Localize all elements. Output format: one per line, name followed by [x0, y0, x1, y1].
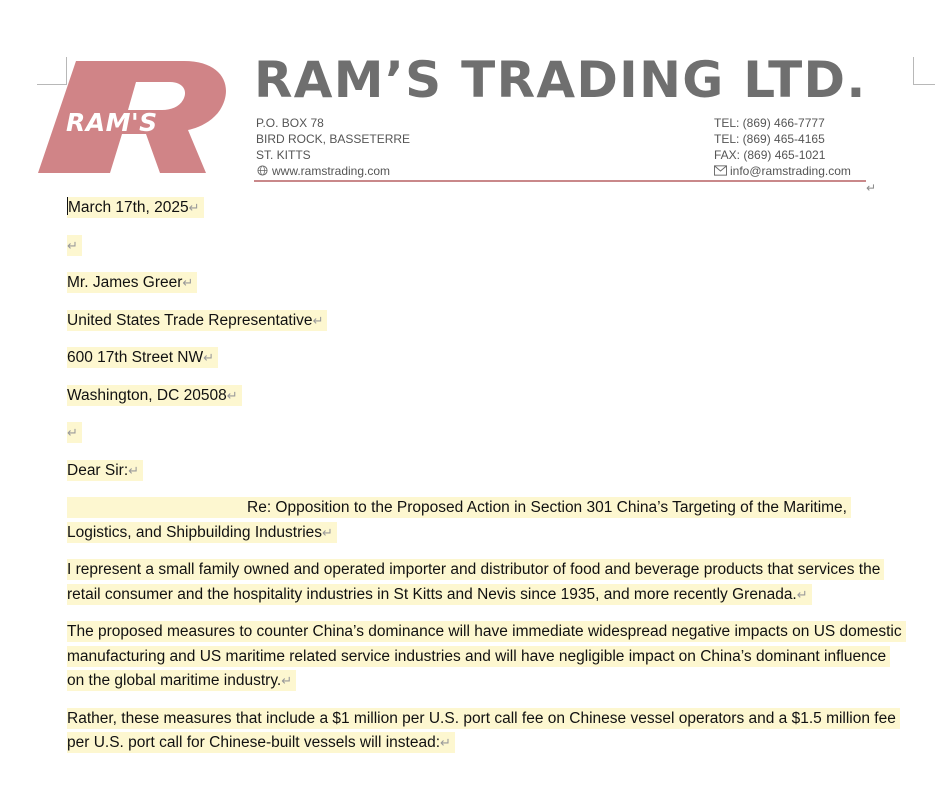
email-link[interactable]: info@ramstrading.com [730, 164, 851, 178]
paragraph-mark: ↵ [440, 735, 451, 750]
paragraph-mark: ↵ [281, 673, 293, 688]
paragraph-mark: ↵ [796, 586, 808, 602]
email-line [714, 163, 851, 179]
body-paragraph[interactable]: The proposed measures to counter China’s dominance will have immediate widespread negative impacts on US domestic manufacturing and US maritime related service industries and will have negligible impact on China’s dominant influence on the global maritime industry.↵ [67, 620, 907, 694]
paragraph-mark: ↵ [188, 200, 200, 215]
logo-text: RAM'S [66, 108, 158, 137]
paragraph-mark: ↵ [67, 425, 78, 440]
recipient-street[interactable]: 600 17th Street NW↵ [67, 346, 907, 371]
fax-line: FAX: (869) 465-1021 [714, 148, 826, 162]
body-paragraph[interactable]: Rather, these measures that include a $1 million per U.S. port call fee on Chinese vessel operators and a $1.5 million fee per U.S. port call for Chinese-built vessels will instead:↵ [67, 707, 907, 756]
paragraph-mark: ↵ [866, 181, 877, 195]
date-line[interactable] [67, 196, 907, 221]
letter-date: March 17th, 2025 [68, 199, 189, 216]
address-line: BIRD ROCK, BASSETERRE [256, 132, 411, 146]
paragraph-mark: ↵ [128, 462, 140, 478]
empty-line[interactable] [67, 421, 907, 446]
recipient-name[interactable]: Mr. James Greer↵ [67, 271, 907, 296]
subject-text: Re: Opposition to the Proposed Action in Section 301 China’s Targeting of the Maritime, Logistics, and Shipbuilding Industries [67, 499, 847, 541]
phone-line: TEL: (869) 465-4165 [714, 132, 825, 146]
company-name: RAM’S TRADING LTD. [254, 51, 867, 109]
subject-line[interactable] [67, 496, 907, 545]
empty-line[interactable] [67, 234, 907, 259]
body-paragraph[interactable]: I represent a small family owned and operated importer and distributor of food and beverage products that services the retail consumer and the hospitality industries in St Kitts and Nevis since 1935, and more recently Grenada.↵ [67, 558, 907, 607]
website-link[interactable]: www.ramstrading.com [272, 164, 391, 178]
recipient-city[interactable]: Washington, DC 20508↵ [67, 384, 907, 409]
globe-icon [256, 165, 269, 176]
address-line: ST. KITTS [256, 148, 311, 162]
recipient-title[interactable]: United States Trade Representative↵ [67, 309, 907, 334]
address-line: P.O. BOX 78 [256, 116, 324, 130]
paragraph-mark: ↵ [226, 387, 238, 403]
letterhead-divider [254, 180, 866, 182]
website-line [256, 163, 410, 179]
company-contacts [714, 115, 851, 179]
envelope-icon [714, 165, 727, 176]
phone-line: TEL: (869) 466-7777 [714, 116, 825, 130]
crop-mark-top-right [913, 57, 935, 85]
letter-body[interactable] [67, 196, 907, 756]
company-address [256, 115, 410, 179]
company-logo [38, 58, 228, 176]
paragraph-mark: ↵ [182, 275, 194, 290]
paragraph-mark: ↵ [312, 312, 324, 328]
paragraph-mark: ↵ [322, 524, 333, 540]
paragraph-mark: ↵ [67, 237, 78, 253]
paragraph-mark: ↵ [203, 350, 215, 365]
salutation[interactable]: Dear Sir:↵ [67, 459, 907, 484]
